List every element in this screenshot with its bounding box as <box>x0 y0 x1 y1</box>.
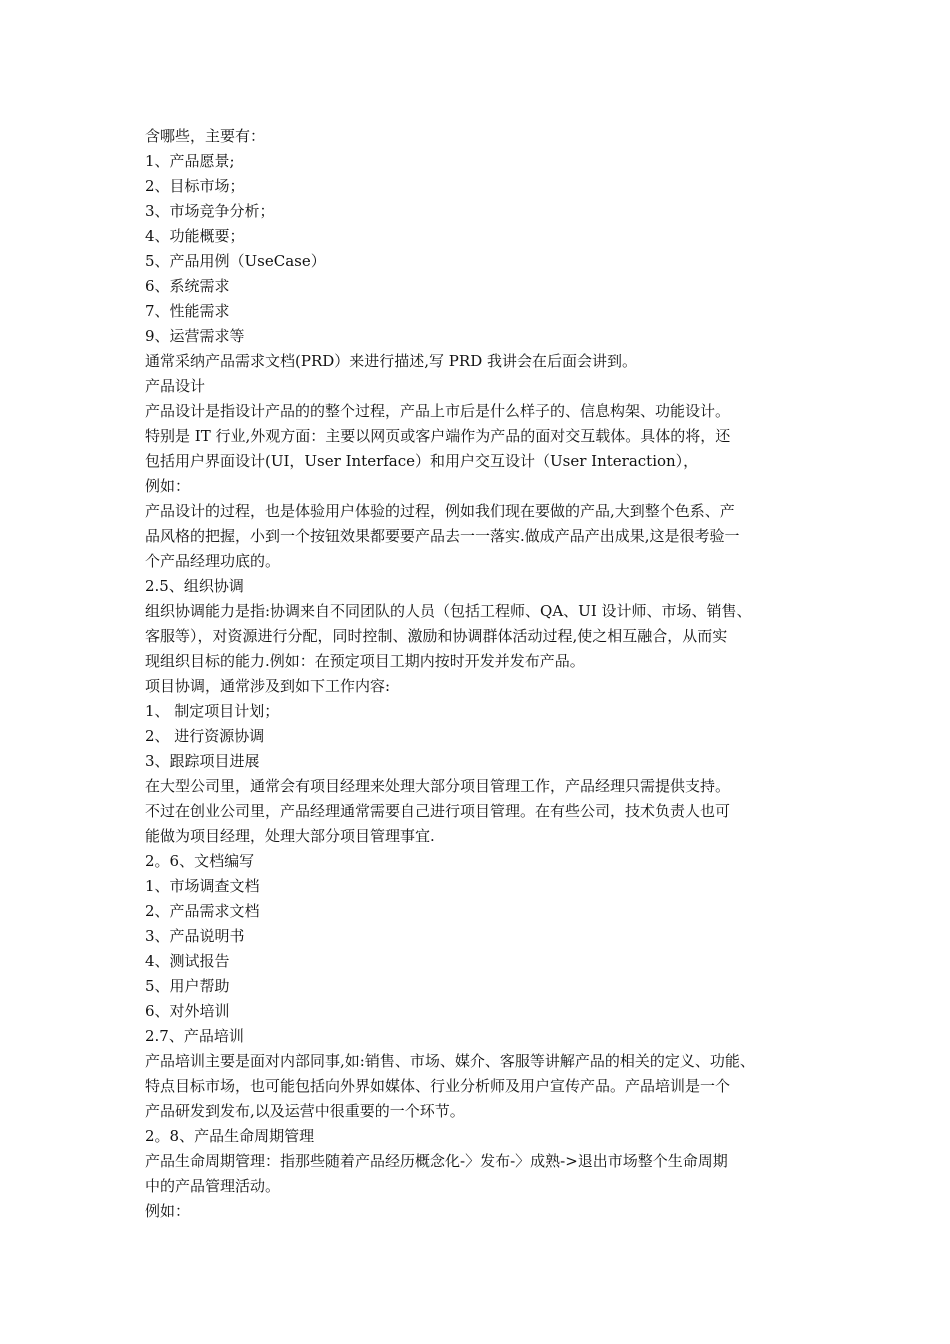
document-body <box>145 124 825 1224</box>
text-line: 中的产品管理活动。 <box>145 1177 281 1195</box>
text-line: 不过在创业公司里，产品经理通常需要自己进行项目管理。在有些公司，技术负责人也可 <box>145 802 731 820</box>
text-line: 项目协调，通常涉及到如下工作内容: <box>145 677 391 695</box>
text-line: 产品设计 <box>145 377 206 395</box>
text-line: 产品生命周期管理：指那些随着产品经历概念化-〉发布-〉成熟->退出市场整个生命周期 <box>145 1152 728 1170</box>
text-line: 1、市场调查文档 <box>145 877 260 895</box>
text-line: 1、产品愿景; <box>145 152 235 170</box>
text-line: 能做为项目经理，处理大部分项目管理事宜. <box>145 827 435 845</box>
text-line: 产品设计是指设计产品的的整个过程，产品上市后是什么样子的、信息构架、功能设计。 <box>145 402 731 420</box>
text-line: 3、跟踪项目进展 <box>145 752 260 770</box>
text-line: 2。8、产品生命周期管理 <box>145 1127 315 1145</box>
text-line: 含哪些，主要有： <box>145 127 266 145</box>
text-line: 品风格的把握，小到一个按钮效果都要要产品去一一落实.做成产品产出成果,这是很考验一 <box>145 527 740 545</box>
text-line: 产品培训主要是面对内部同事,如:销售、市场、媒介、客服等讲解产品的相关的定义、功能、 <box>145 1052 755 1070</box>
text-line: 个产品经理功底的。 <box>145 552 281 570</box>
text-line: 客服等），对资源进行分配，同时控制、激励和协调群体活动过程,使之相互融合，从而实 <box>145 627 728 645</box>
text-line: 4、功能概要； <box>145 227 245 245</box>
text-line: 2.5、组织协调 <box>145 577 244 595</box>
text-line: 组织协调能力是指:协调来自不同团队的人员（包括工程师、QA、UI 设计师、市场、销售、 <box>145 602 752 620</box>
text-line: 2、产品需求文档 <box>145 902 260 920</box>
text-line: 通常采纳产品需求文档(PRD）来进行描述,写 PRD 我讲会在后面会讲到。 <box>145 352 637 370</box>
text-line: 4、测试报告 <box>145 952 230 970</box>
text-line: 2.7、产品培训 <box>145 1027 244 1045</box>
text-line: 2、 进行资源协调 <box>145 727 265 745</box>
text-line: 在大型公司里，通常会有项目经理来处理大部分项目管理工作，产品经理只需提供支持。 <box>145 777 731 795</box>
text-line: 特点目标市场，也可能包括向外界如媒体、行业分析师及用户宣传产品。产品培训是一个 <box>145 1077 731 1095</box>
text-line: 7、性能需求 <box>145 302 230 320</box>
text-line: 5、产品用例（UseCase） <box>145 252 326 270</box>
text-line: 6、对外培训 <box>145 1002 230 1020</box>
text-line: 例如： <box>145 477 191 495</box>
text-line: 例如： <box>145 1202 191 1220</box>
text-line: 现组织目标的能力.例如：在预定项目工期内按时开发并发布产品。 <box>145 652 585 670</box>
text-line: 3、产品说明书 <box>145 927 245 945</box>
text-line: 产品设计的过程，也是体验用户体验的过程，例如我们现在要做的产品,大到整个色系、产 <box>145 502 735 520</box>
text-line: 2、目标市场； <box>145 177 245 195</box>
text-line: 6、系统需求 <box>145 277 230 295</box>
text-line: 特别是 IT 行业,外观方面：主要以网页或客户端作为产品的面对交互载体。具体的将，还 <box>145 427 731 445</box>
text-line: 9、运营需求等 <box>145 327 245 345</box>
text-line: 1、 制定项目计划； <box>145 702 280 720</box>
text-line: 包括用户界面设计(UI，User Interface）和用户交互设计（User Interaction）， <box>145 452 699 470</box>
text-line: 5、用户帮助 <box>145 977 230 995</box>
text-line: 产品研发到发布,以及运营中很重要的一个环节。 <box>145 1102 465 1120</box>
text-line: 2。6、文档编写 <box>145 852 255 870</box>
text-line: 3、市场竞争分析； <box>145 202 275 220</box>
